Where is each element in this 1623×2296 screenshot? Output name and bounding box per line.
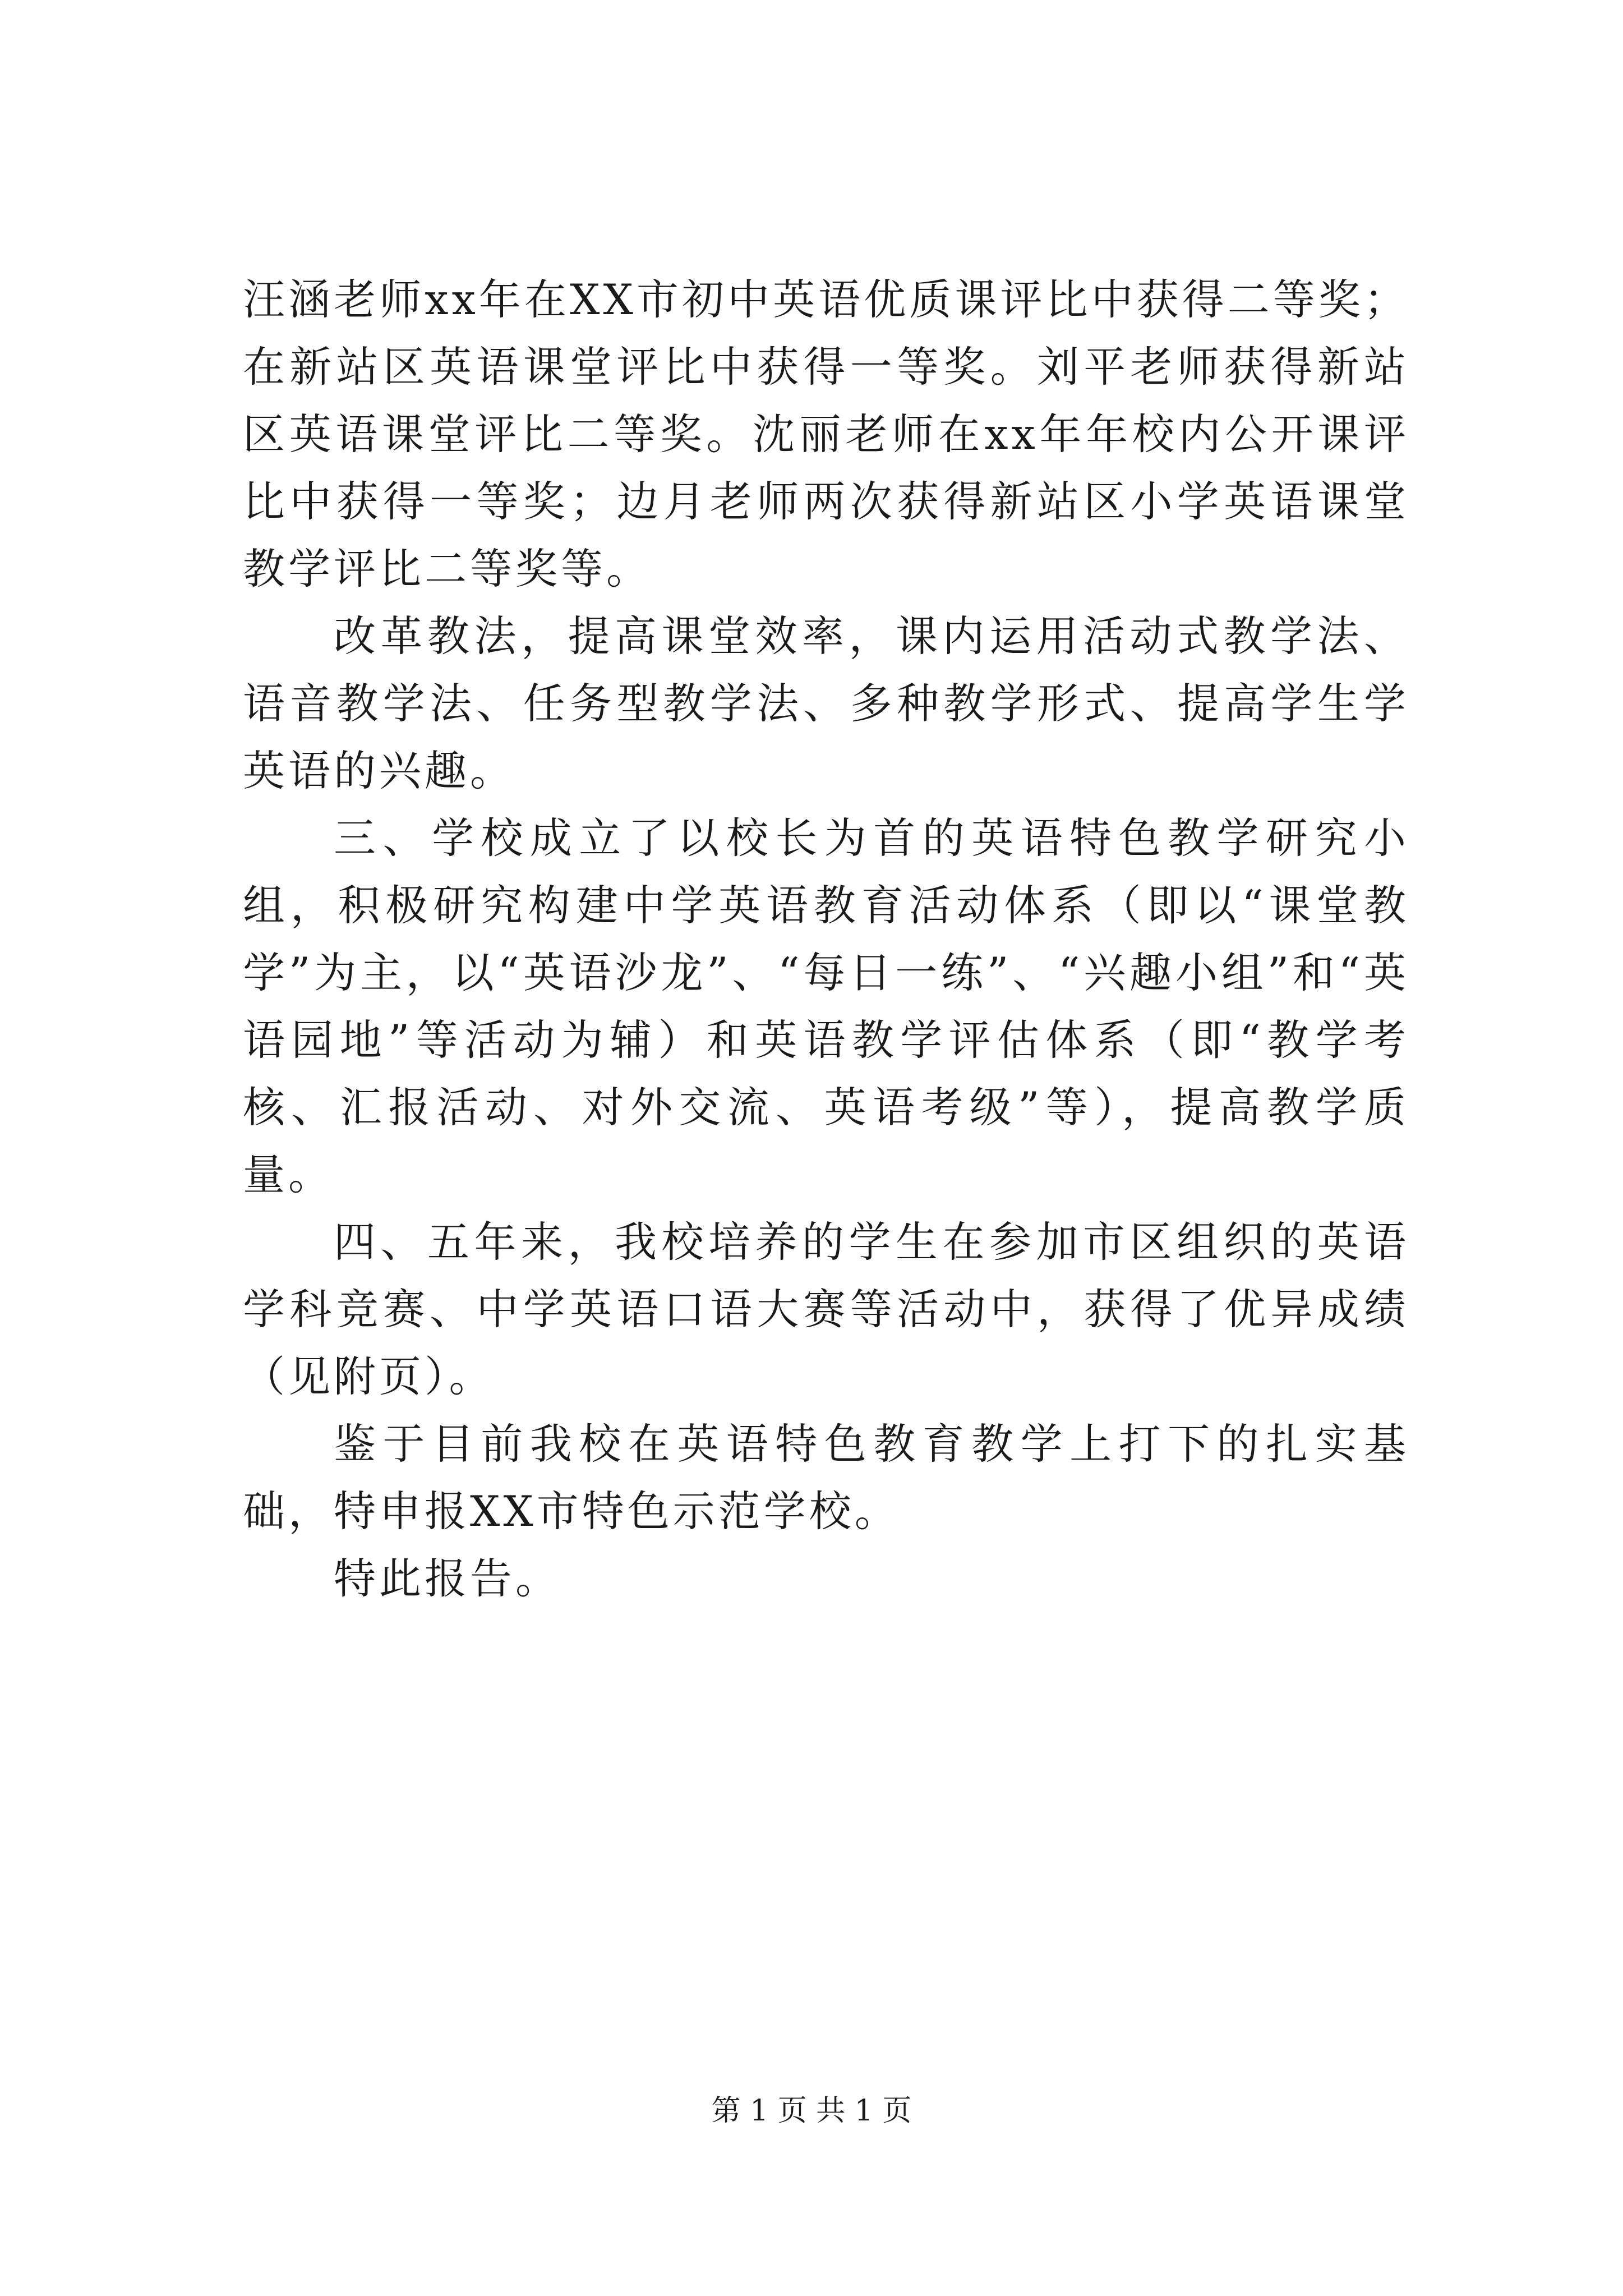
paragraph-application: 鉴于目前我校在英语特色教育教学上打下的扎实基础，特申报XX市特色示范学校。 <box>243 1419 1409 1536</box>
paragraph-teaching-reform: 改革教法，提高课堂效率，课内运用活动式教学法、语音教学法、任务型教学法、多种教学形式、提高学生学英语的兴趣。 <box>243 611 1409 795</box>
page-footer: 第 1 页 共 1 页 <box>711 2094 912 2128</box>
paragraph-research-group: 三、学校成立了以校长为首的英语特色教学研究小组，积极研究构建中学英语教育活动体系（即以“课堂教学”为主，以“英语沙龙”、“每日一练”、“兴趣小组”和“英语园地”等活动为辅）和英语教学评估体系（即“教学考核、汇报活动、对外交流、英语考级”等），提高教学质量。 <box>243 813 1409 1199</box>
paragraph-closing: 特此报告。 <box>334 1554 561 1603</box>
document-body <box>243 266 1409 1612</box>
paragraph-student-results: 四、五年来，我校培养的学生在参加市区组织的英语学科竞赛、中学英语口语大赛等活动中，获得了优异成绩（见附页）。 <box>243 1217 1409 1401</box>
paragraph-awards: 汪涵老师xx年在XX市初中英语优质课评比中获得二等奖；在新站区英语课堂评比中获得一等奖。刘平老师获得新站区英语课堂评比二等奖。沈丽老师在xx年年校内公开课评比中获得一等奖；边月老师两次获得新站区小学英语课堂教学评比二等奖等。 <box>243 275 1409 593</box>
